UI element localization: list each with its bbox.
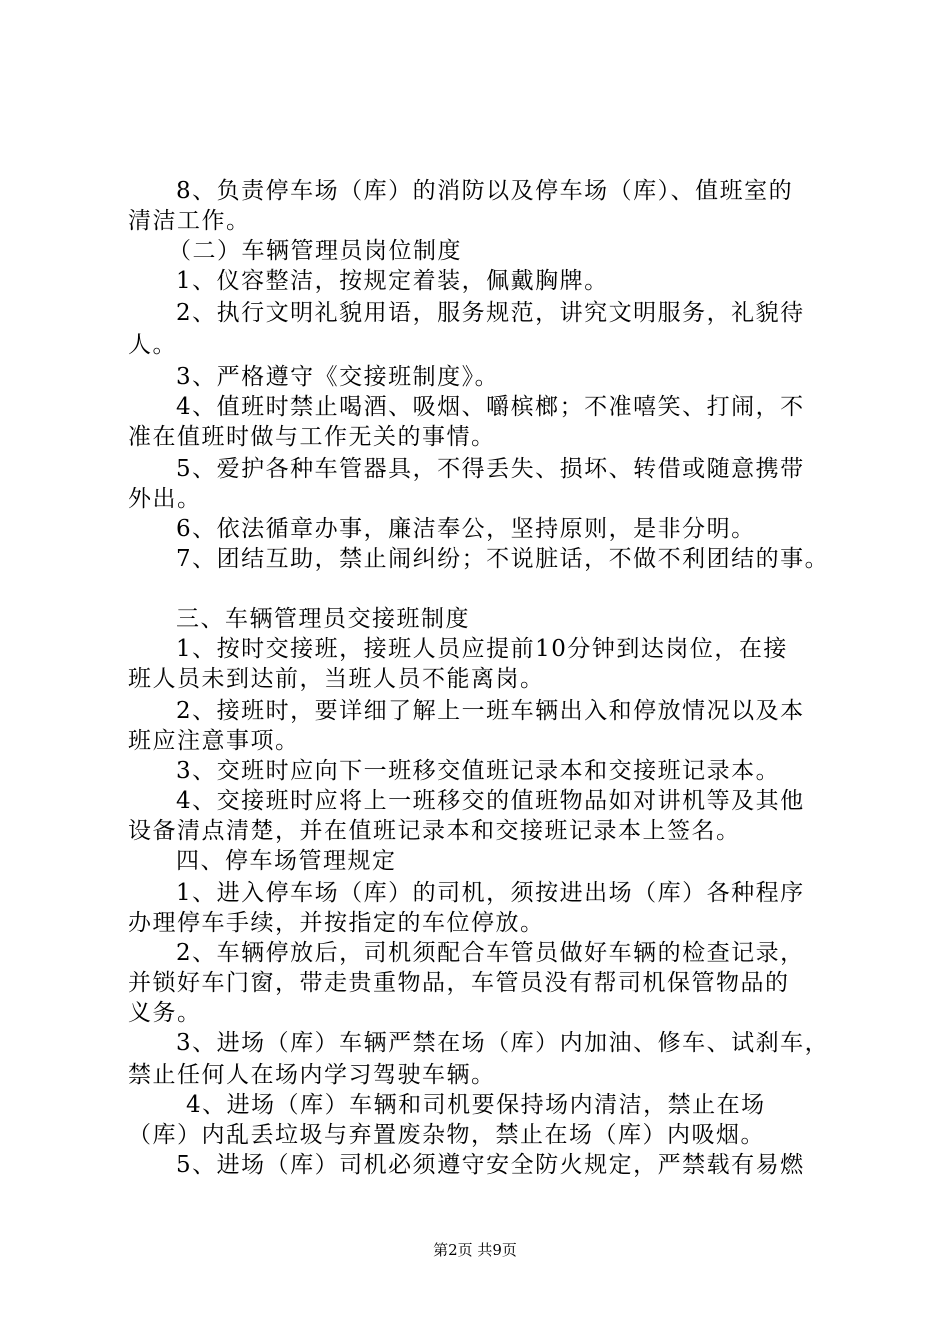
text-line: 外出。 xyxy=(128,486,202,512)
text-line: 人。 xyxy=(128,332,177,358)
page-footer: 第2页 共9页 xyxy=(433,1241,517,1259)
text-line: 1、仪容整洁，按规定着装，佩戴胸牌。 xyxy=(176,268,609,294)
text-line: 1、进入停车场（库）的司机，须按进出场（库）各种程序 xyxy=(176,880,805,906)
text-line: 班人员未到达前，当班人员不能离岗。 xyxy=(128,666,545,692)
text-line: 8、负责停车场（库）的消防以及停车场（库）、值班室的 xyxy=(176,178,794,204)
text-line: 2、接班时，要详细了解上一班车辆出入和停放情况以及本 xyxy=(176,698,805,724)
text-line: 禁止任何人在场内学习驾驶车辆。 xyxy=(128,1062,496,1088)
text-line: 设备清点清楚，并在值班记录本和交接班记录本上签名。 xyxy=(128,818,741,844)
text-line: 班应注意事项。 xyxy=(128,728,300,754)
text-line: 并锁好车门窗，带走贵重物品，车管员没有帮司机保管物品的 xyxy=(128,970,790,996)
text-line: 5、爱护各种车管器具，不得丢失、损坏、转借或随意携带 xyxy=(176,456,805,482)
section-heading: 四、停车场管理规定 xyxy=(176,848,397,874)
section-heading: （二）车辆管理员岗位制度 xyxy=(168,238,462,264)
text-line: 2、执行文明礼貌用语，服务规范，讲究文明服务，礼貌待 xyxy=(176,300,805,326)
text-line: 办理停车手续，并按指定的车位停放。 xyxy=(128,910,545,936)
text-line: 3、严格遵守《交接班制度》。 xyxy=(176,364,500,390)
text-line: 4、交接班时应将上一班移交的值班物品如对讲机等及其他 xyxy=(176,788,805,814)
text-line: 3、进场（库）车辆严禁在场（库）内加油、修车、试刹车， xyxy=(176,1030,830,1056)
text-line: 4、进场（库）车辆和司机要保持场内清洁，禁止在场 xyxy=(186,1092,766,1118)
text-line: 6、依法循章办事，廉洁奉公，坚持原则，是非分明。 xyxy=(176,516,756,542)
text-line: 准在值班时做与工作无关的事情。 xyxy=(128,424,496,450)
text-line: 义务。 xyxy=(128,1000,202,1026)
text-line: 4、值班时禁止喝酒、吸烟、嚼槟榔；不准嘻笑、打闹，不 xyxy=(176,394,805,420)
text-line: 1、按时交接班，接班人员应提前10分钟到达岗位，在接 xyxy=(176,636,788,662)
text-line: （库）内乱丢垃圾与弃置废杂物，禁止在场（库）内吸烟。 xyxy=(128,1122,765,1148)
text-line: 2、车辆停放后，司机须配合车管员做好车辆的检查记录， xyxy=(176,940,805,966)
section-heading: 三、车辆管理员交接班制度 xyxy=(176,606,470,632)
text-line: 5、进场（库）司机必须遵守安全防火规定，严禁载有易燃 xyxy=(176,1152,805,1178)
text-line: 7、团结互助，禁止闹纠纷；不说脏话，不做不利团结的事。 xyxy=(176,546,830,572)
text-line: 清洁工作。 xyxy=(128,208,251,234)
text-line: 3、交班时应向下一班移交值班记录本和交接班记录本。 xyxy=(176,758,781,784)
